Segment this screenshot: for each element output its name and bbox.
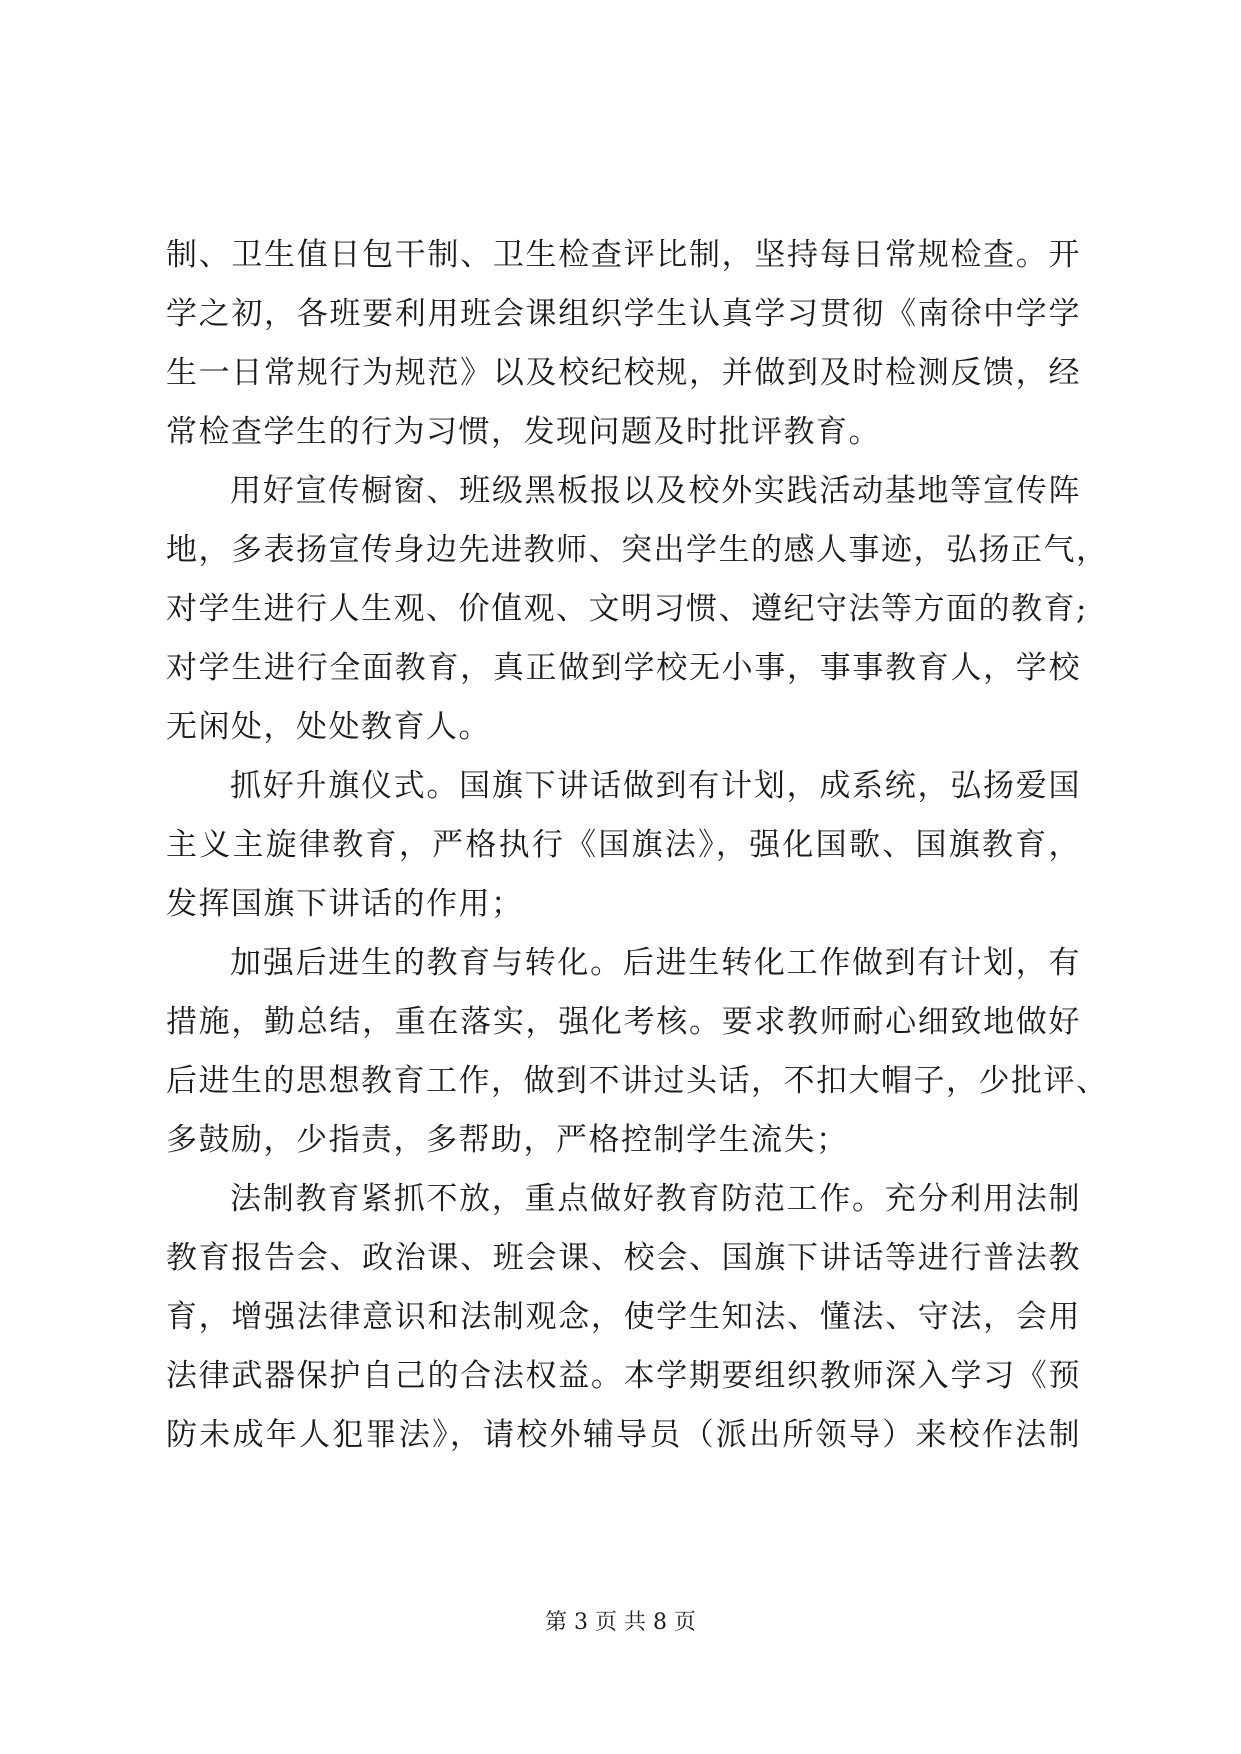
page-footer (0, 1608, 1241, 1638)
text-line: 学之初，各班要利用班会课组织学生认真学习贯彻《南徐中学学 (166, 296, 1081, 332)
paragraph-2 (166, 462, 1109, 757)
text-line: 用好宣传橱窗、班级黑板报以及校外实践活动基地等宣传阵 (230, 473, 1081, 509)
paragraph-1 (166, 226, 1081, 462)
text-line: 对学生进行全面教育，真正做到学校无小事，事事教育人，学校 (166, 650, 1081, 686)
text-line: 措施，勤总结，重在落实，强化考核。要求教师耐心细致地做好 (166, 1004, 1081, 1040)
text-line: 加强后进生的教育与转化。后进生转化工作做到有计划，有 (230, 945, 1081, 981)
text-line: 主义主旋律教育，严格执行《国旗法》，强化国歌、国旗教育， (166, 827, 1081, 863)
text-line: 地，多表扬宣传身边先进教师、突出学生的感人事迹，弘扬正气， (166, 532, 1109, 568)
text-line: 抓好升旗仪式。国旗下讲话做到有计划，成系统，弘扬爱国 (230, 768, 1081, 804)
paragraph-4 (166, 934, 1109, 1170)
text-line: 无闲处，处处教育人。 (166, 709, 491, 745)
text-line: 制、卫生值日包干制、卫生检查评比制，坚持每日常规检查。开 (166, 237, 1081, 273)
text-line: 发挥国旗下讲话的作用； (166, 886, 524, 922)
text-line: 后进生的思想教育工作，做到不讲过头话，不扣大帽子，少批评、 (166, 1063, 1109, 1099)
text-line: 常检查学生的行为习惯，发现问题及时批评教育。 (166, 414, 881, 450)
text-line: 对学生进行人生观、价值观、文明习惯、遵纪守法等方面的教育; (166, 591, 1088, 627)
text-line: 生一日常规行为规范》以及校纪校规，并做到及时检测反馈，经 (166, 355, 1081, 391)
text-line: 法律武器保护自己的合法权益。本学期要组织教师深入学习《预 (166, 1358, 1081, 1394)
text-line: 教育报告会、政治课、班会课、校会、国旗下讲话等进行普法教 (166, 1240, 1081, 1276)
paragraph-5 (166, 1170, 1081, 1465)
page-number-label: 第 3 页 共 8 页 (545, 1610, 696, 1635)
text-line: 育，增强法律意识和法制观念，使学生知法、懂法、守法，会用 (166, 1299, 1081, 1335)
paragraph-3 (166, 757, 1081, 934)
document-body (166, 226, 1109, 1465)
text-line: 多鼓励，少指责，多帮助，严格控制学生流失； (166, 1122, 849, 1158)
text-line: 法制教育紧抓不放，重点做好教育防范工作。充分利用法制 (230, 1181, 1081, 1217)
text-line: 防未成年人犯罪法》，请校外辅导员（派出所领导）来校作法制 (166, 1417, 1081, 1453)
